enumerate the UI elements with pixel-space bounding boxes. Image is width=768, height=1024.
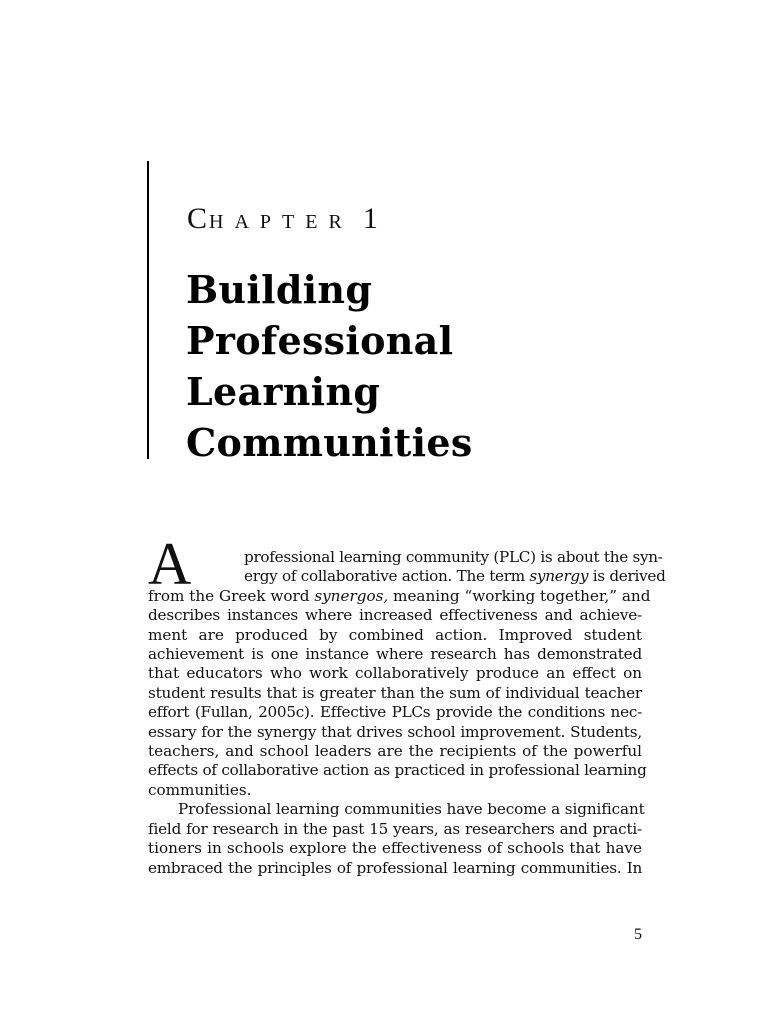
text-run: meaning “working together,” and (388, 586, 651, 605)
chapter-title (186, 264, 473, 468)
chapter-title-line: Communities (186, 420, 473, 465)
text-line: that educators who work collaboratively produce an effect on (148, 664, 642, 683)
text-line: student results that is greater than the sum of individual teacher (148, 683, 642, 702)
chapter-label-initial: C (187, 202, 210, 235)
text-line: achievement is one instance where research has demonstrated (148, 645, 642, 664)
text-line (148, 567, 666, 586)
page-number: 5 (634, 926, 642, 943)
chapter-title-line: Building (186, 267, 373, 312)
text-line: tioners in schools explore the effectiveness of schools that have (148, 839, 642, 858)
text-line: Professional learning communities have become a significant (178, 800, 645, 819)
text-line: describes instances where increased effectiveness and achieve- (148, 606, 642, 625)
chapter-vertical-rule (147, 161, 149, 459)
text-line (148, 586, 651, 606)
chapter-title-line: Learning (186, 369, 381, 414)
text-line: effects of collaborative action as practiced in professional learning (148, 761, 647, 780)
italic-term: synergos, (314, 586, 389, 605)
italic-term: synergy (529, 567, 589, 586)
text-run: is derived (588, 567, 666, 586)
text-line: effort (Fullan, 2005c). Effective PLCs provide the conditions nec- (148, 703, 642, 722)
text-run: from the Greek word (148, 586, 315, 605)
drop-cap: A (148, 531, 192, 597)
text-line: embraced the principles of professional learning communities. In (148, 858, 642, 877)
body-text (148, 548, 666, 878)
chapter-title-line: Professional (186, 318, 454, 363)
chapter-number: 1 (362, 202, 378, 235)
text-line: essary for the synergy that drives school improvement. Students, (148, 722, 642, 741)
text-line: teachers, and school leaders are the recipients of the powerful (148, 742, 642, 761)
text-line: field for research in the past 15 years, as researchers and practi- (148, 819, 642, 838)
text-line: professional learning community (PLC) is about the syn- (244, 548, 663, 566)
chapter-label (187, 202, 378, 239)
paragraph-2 (148, 800, 645, 878)
chapter-label-rest: HAPTER (209, 211, 353, 233)
paragraph-1 (148, 548, 666, 800)
text-line: communities. (148, 780, 252, 799)
text-run: ergy of collaborative action. The term (244, 567, 530, 586)
text-line: ment are produced by combined action. Improved student (148, 625, 642, 644)
